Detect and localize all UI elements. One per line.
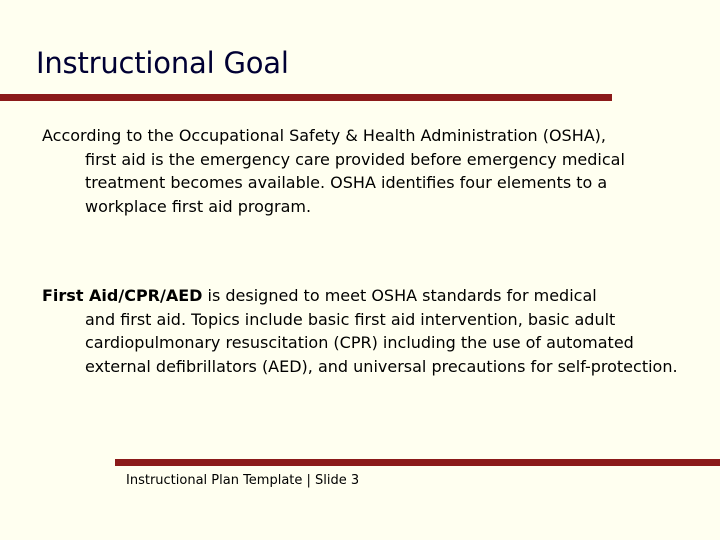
paragraph-osha-definition	[42, 124, 682, 218]
paragraph-course-description	[42, 284, 682, 378]
slide-title: Instructional Goal	[36, 46, 289, 80]
paragraph-2-continuation: and first aid. Topics include basic first aid intervention, basic adult cardiopulmonary resuscitation (CPR) including the use of automated external defibrillators (AED), and universal precautions for self-protection.	[85, 309, 678, 376]
paragraph-2-first-line-text: is designed to meet OSHA standards for medical	[202, 286, 597, 305]
footer-divider	[115, 459, 720, 466]
paragraph-2-first-line	[42, 284, 682, 308]
paragraph-1-first-line: According to the Occupational Safety & Health Administration (OSHA),	[42, 126, 607, 145]
slide-footer: Instructional Plan Template | Slide 3	[126, 473, 360, 488]
paragraph-1-continuation: first aid is the emergency care provided before emergency medical treatment becomes available. OSHA identifies four elements to a workplace first aid program.	[85, 149, 625, 216]
course-name: First Aid/CPR/AED	[42, 286, 203, 305]
title-divider	[0, 94, 612, 101]
